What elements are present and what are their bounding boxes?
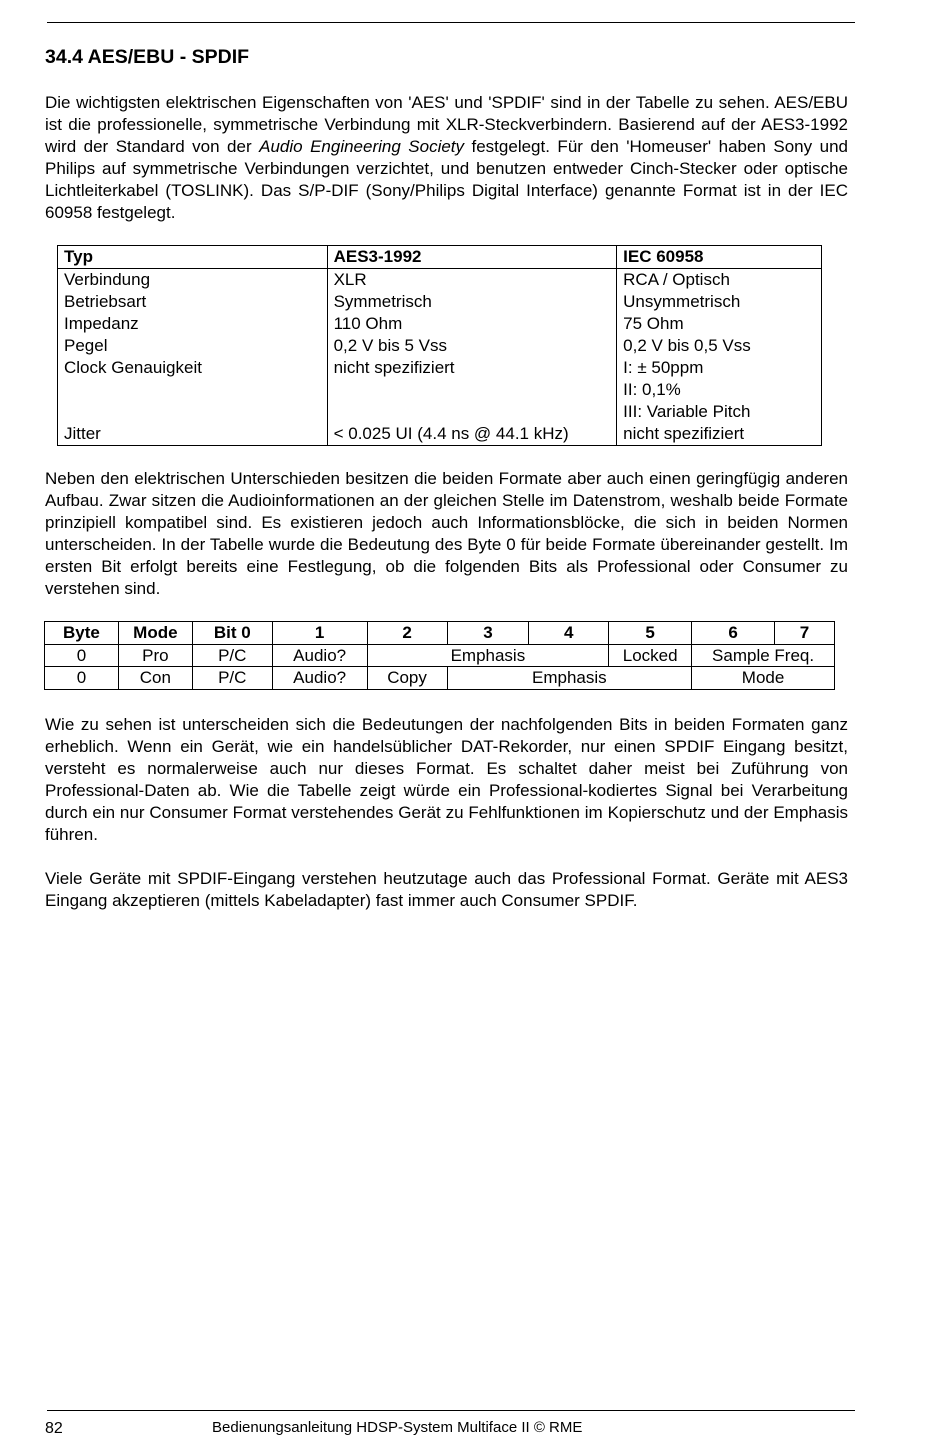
electrical-spec-table (57, 245, 822, 446)
bit-cell-sample-freq: Sample Freq. (692, 644, 835, 667)
spec-cell: II: 0,1% (617, 379, 822, 401)
bit-cell: 0 (45, 667, 119, 690)
spec-header-cell: Typ (58, 246, 328, 269)
spec-cell: Unsymmetrisch (617, 291, 822, 313)
page-number: 82 (45, 1420, 63, 1437)
bit-header-cell: 5 (609, 622, 692, 645)
bit-cell: Audio? (272, 667, 367, 690)
bit-cell: Con (118, 667, 192, 690)
table-row (58, 401, 822, 423)
bit-header-cell: 3 (447, 622, 529, 645)
spec-cell: Clock Genauigkeit (58, 357, 328, 379)
bit-cell: 0 (45, 644, 119, 667)
byte0-bit-table (44, 621, 835, 690)
devices-paragraph: Viele Geräte mit SPDIF-Eingang verstehen heutzutage auch das Professional Format. Geräte mit AES3 Eingang akzeptieren (mittels Kabeladapter) fast immer auch Consumer SPDIF. (45, 869, 848, 910)
bit-cell: P/C (192, 644, 272, 667)
table-row (58, 379, 822, 401)
spec-cell: I: ± 50ppm (617, 357, 822, 379)
spec-cell (327, 401, 617, 423)
compat-paragraph: Wie zu sehen ist unterscheiden sich die Bedeutungen der nachfolgenden Bits in beiden Formaten ganz erheblich. Wenn ein Gerät, wie ein handelsüblicher DAT-Rekorder, nur einen SPDIF Eingang besitzt, versteht es normalerweise auch nur dieses Format. Es schaltet daher meist bei Zuführung von Professional-Daten ab. Wie die Tabelle zeigt würde ein Professional-kodiertes Signal bei Verarbeitung durch ein nur Consumer Format verstehendes Gerät zu Fehlfunktionen im Kopierschutz und der Emphasis führen. (45, 715, 848, 844)
bit-cell: Audio? (272, 644, 367, 667)
table-row (58, 357, 822, 379)
table-row-con (45, 667, 835, 690)
intro-text-2: festgelegt. Für den 'Homeuser' haben Sony und Philips auf symmetrische Verbindungen verzichtet, und benutzen entweder Cinch-Stecker oder optische Lichtleiterkabel (TOSLINK). Das S/P-DIF (Sony/Philips Digital Interface) genannte Format ist in der IEC 60958 festgelegt. (45, 137, 848, 222)
intro-paragraph (45, 92, 848, 224)
spec-cell: III: Variable Pitch (617, 401, 822, 423)
spec-cell: nicht spezifiziert (617, 423, 822, 446)
bit-header-cell: 7 (774, 622, 834, 645)
bit-header-cell: Byte (45, 622, 119, 645)
bit-cell: Pro (118, 644, 192, 667)
header-rule (47, 22, 855, 23)
bit-header-cell: Bit 0 (192, 622, 272, 645)
spec-cell: 110 Ohm (327, 313, 617, 335)
bit-header-cell: 6 (692, 622, 775, 645)
bit-header-cell: 4 (529, 622, 609, 645)
intro-text-1: Die wichtigsten elektrischen Eigenschaften von 'AES' und 'SPDIF' sind in der Tabelle zu sehen. AES/EBU ist die professionelle, symmetrische Verbindung mit XLR-Steckverbindern. Basierend auf der AES3-1992 wird der Standard von der (45, 93, 848, 156)
spec-cell: Pegel (58, 335, 328, 357)
spec-cell: Impedanz (58, 313, 328, 335)
table-row-pro (45, 644, 835, 667)
spec-cell: Betriebsart (58, 291, 328, 313)
spec-cell: Jitter (58, 423, 328, 446)
table-row (58, 313, 822, 335)
spec-cell: RCA / Optisch (617, 269, 822, 292)
spec-cell (327, 379, 617, 401)
table-row (58, 269, 822, 292)
bit-header-cell: Mode (118, 622, 192, 645)
spec-cell: Verbindung (58, 269, 328, 292)
format-paragraph: Neben den elektrischen Unterschieden besitzen die beiden Formate aber auch einen geringfügig anderen Aufbau. Zwar sitzen die Audioinformationen an der gleichen Stelle im Datenstrom, weshalb beide Formate prinzipiell kompatibel sind. Es existieren jedoch auch Informationsblöcke, die sich in beiden Normen unterscheiden. In der Tabelle wurde die Bedeutung des Byte 0 für beide Formate übereinander gestellt. Im ersten Bit erfolgt bereits eine Festlegung, ob die folgenden Bits als Professional oder Consumer zu verstehen sind. (45, 469, 848, 598)
table-row (58, 335, 822, 357)
spec-cell: nicht spezifiziert (327, 357, 617, 379)
spec-cell: Symmetrisch (327, 291, 617, 313)
bit-cell-locked: Locked (609, 644, 692, 667)
bit-cell-copy: Copy (367, 667, 447, 690)
bit-header-cell: 2 (367, 622, 447, 645)
spec-cell: < 0.025 UI (4.4 ns @ 44.1 kHz) (327, 423, 617, 446)
table-row (58, 291, 822, 313)
spec-header-row (58, 246, 822, 269)
bit-cell-emphasis: Emphasis (447, 667, 692, 690)
spec-cell: 75 Ohm (617, 313, 822, 335)
spec-cell (58, 379, 328, 401)
spec-cell: 0,2 V bis 5 Vss (327, 335, 617, 357)
spec-cell: XLR (327, 269, 617, 292)
table-row (58, 423, 822, 446)
bit-header-row (45, 622, 835, 645)
bit-cell-emphasis: Emphasis (367, 644, 609, 667)
section-title: 34.4 AES/EBU - SPDIF (45, 46, 250, 68)
bit-header-cell: 1 (272, 622, 367, 645)
spec-header-cell: AES3-1992 (327, 246, 617, 269)
footer-rule (47, 1410, 855, 1411)
bit-cell-mode: Mode (692, 667, 835, 690)
spec-header-cell: IEC 60958 (617, 246, 822, 269)
intro-italic-society: Audio Engineering Society (259, 137, 465, 156)
spec-cell (58, 401, 328, 423)
footer-text: Bedienungsanleitung HDSP-System Multiface II © RME (212, 1419, 583, 1436)
spec-cell: 0,2 V bis 0,5 Vss (617, 335, 822, 357)
bit-cell: P/C (192, 667, 272, 690)
